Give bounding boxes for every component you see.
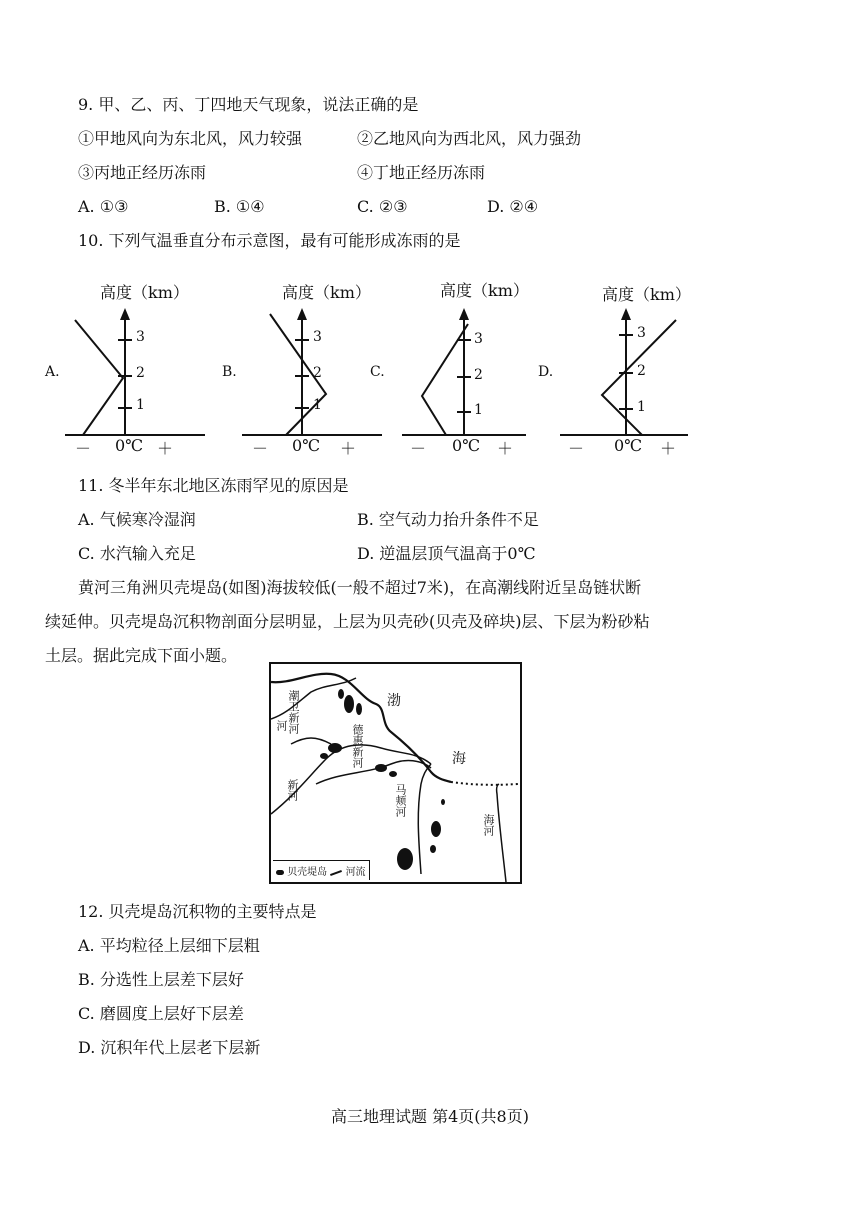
chart-b-tick-label-2: 2 [313,365,322,381]
q9-option-d: D. ②④ [487,197,539,216]
chart-c-letter: C. [370,364,385,380]
q11-option-a: A. 气候寒冷湿润 [78,510,196,529]
chart-d-plus: ＋ [660,439,677,458]
chart-d-minus: － [568,439,585,458]
map-label-bohai-2: 海 [452,751,466,767]
chart-d-zero: 0℃ [614,436,643,455]
chart-b-tick-label-3: 3 [313,329,322,345]
island-3 [356,703,362,715]
q12-stem: 12. 贝壳堤岛沉积物的主要特点是 [78,902,317,921]
island-2 [338,689,344,699]
chart-c-y-arrow [459,308,469,320]
q12-option-a: A. 平均粒径上层细下层粗 [78,936,260,955]
map-label-weixin-river: 潮卫新河 [287,690,300,734]
river-branch [291,738,331,744]
q9-statement-4: ④丁地正经历冻雨 [357,163,486,182]
chart-a-tick-label-2: 2 [136,365,145,381]
q9-statement-3: ③丙地正经历冻雨 [78,163,207,182]
chart-a [45,278,215,458]
chart-c-ylabel: 高度（km） [440,281,529,300]
chart-a-zero: 0℃ [115,436,144,455]
q12-option-c: C. 磨圆度上层好下层差 [78,1004,244,1023]
map-label-dehui-river: 德惠新河 [351,724,364,768]
q10-stem: 10. 下列气温垂直分布示意图，最有可能形成冻雨的是 [78,231,461,250]
chart-b [222,278,392,458]
chart-d-tick-label-3: 3 [637,325,646,341]
map-legend [273,860,370,880]
q11-option-b: B. 空气动力抬升条件不足 [357,510,539,529]
island-7 [389,771,397,777]
river-weixin [271,678,356,719]
q9-stem: 9. 甲、乙、丙、丁四地天气现象，说法正确的是 [78,95,419,114]
chart-c-plot [370,278,540,458]
chart-b-ylabel: 高度（km） [282,283,371,302]
chart-a-minus: － [75,439,92,458]
passage-line-1: 黄河三角洲贝壳堤岛(如图)海拔较低(一般不超过7米)，在高潮线附近呈岛链状断 [78,578,642,597]
chart-a-plot [45,278,215,458]
island-4 [328,743,342,753]
q11-option-d: D. 逆温层顶气温高于0℃ [357,544,536,563]
chart-d-letter: D. [538,364,554,380]
chart-c-tick-label-2: 2 [474,367,483,383]
chart-b-minus: － [252,439,269,458]
chart-b-zero: 0℃ [292,436,321,455]
river-xin [316,761,431,784]
q9-option-b: B. ①④ [214,197,265,216]
chart-c-plus: ＋ [497,439,514,458]
q9-statement-2: ②乙地风向为西北风，风力强劲 [357,129,582,148]
q9-statement-1: ①甲地风向为东北风，风力较强 [78,129,303,148]
chart-a-temp-curve [75,320,123,435]
island-10 [397,848,413,870]
chart-a-ylabel: 高度（km） [100,283,189,302]
chart-d-y-arrow [621,308,631,320]
chart-a-letter: A. [45,364,60,380]
map-label-river: 河 [275,720,288,731]
legend-river-icon [330,870,342,876]
q12-option-d: D. 沉积年代上层老下层新 [78,1038,261,1057]
chart-b-plot [222,278,392,458]
chart-c-tick-label-3: 3 [474,331,483,347]
river-majia [418,764,431,874]
island-1 [344,695,354,713]
island-8 [431,821,441,837]
chart-c [370,278,540,458]
map-label-xin-river: 新河 [286,779,299,801]
q9-option-a: A. ①③ [78,197,129,216]
chart-d [538,278,708,458]
island-5 [320,753,328,759]
passage-line-3: 土层。据此完成下面小题。 [45,646,238,665]
chart-d-tick-label-2: 2 [637,363,646,379]
chart-a-tick-label-3: 3 [136,329,145,345]
island-6 [375,764,387,772]
map-label-majia-river: 马颊河 [394,784,407,817]
map-dotted-coast [451,782,518,785]
island-9 [430,845,436,853]
map-label-hai-river: 海河 [482,814,495,836]
chart-b-tick-label-1: 1 [313,397,322,413]
river-haihe [497,784,506,882]
chart-d-tick-label-1: 1 [637,399,646,415]
chart-c-tick-label-1: 1 [474,402,483,418]
page-footer: 高三地理试题 第4页(共8页) [331,1107,529,1126]
q12-option-b: B. 分选性上层差下层好 [78,970,244,989]
chart-d-plot [538,278,708,458]
passage-line-2: 续延伸。贝壳堤岛沉积物剖面分层明显，上层为贝壳砂(贝壳及碎块)层、下层为粉砂粘 [45,612,650,631]
map-label-bohai-1: 渤 [387,693,401,709]
shell-island-map [269,662,522,884]
chart-a-tick-label-1: 1 [136,397,145,413]
legend-island-icon [276,870,284,875]
chart-a-y-arrow [120,308,130,320]
q11-option-c: C. 水汽输入充足 [78,544,196,563]
island-11 [441,799,445,805]
q11-stem: 11. 冬半年东北地区冻雨罕见的原因是 [78,476,349,495]
chart-b-plus: ＋ [340,439,357,458]
chart-a-plus: ＋ [157,439,174,458]
legend-river-label: 河流 [345,867,366,878]
chart-b-letter: B. [222,364,237,380]
chart-c-minus: － [410,439,427,458]
chart-d-ylabel: 高度（km） [602,285,691,304]
legend-island-label: 贝壳堤岛 [287,867,328,878]
q9-option-c: C. ②③ [357,197,408,216]
chart-b-y-arrow [297,308,307,320]
chart-c-zero: 0℃ [452,436,481,455]
